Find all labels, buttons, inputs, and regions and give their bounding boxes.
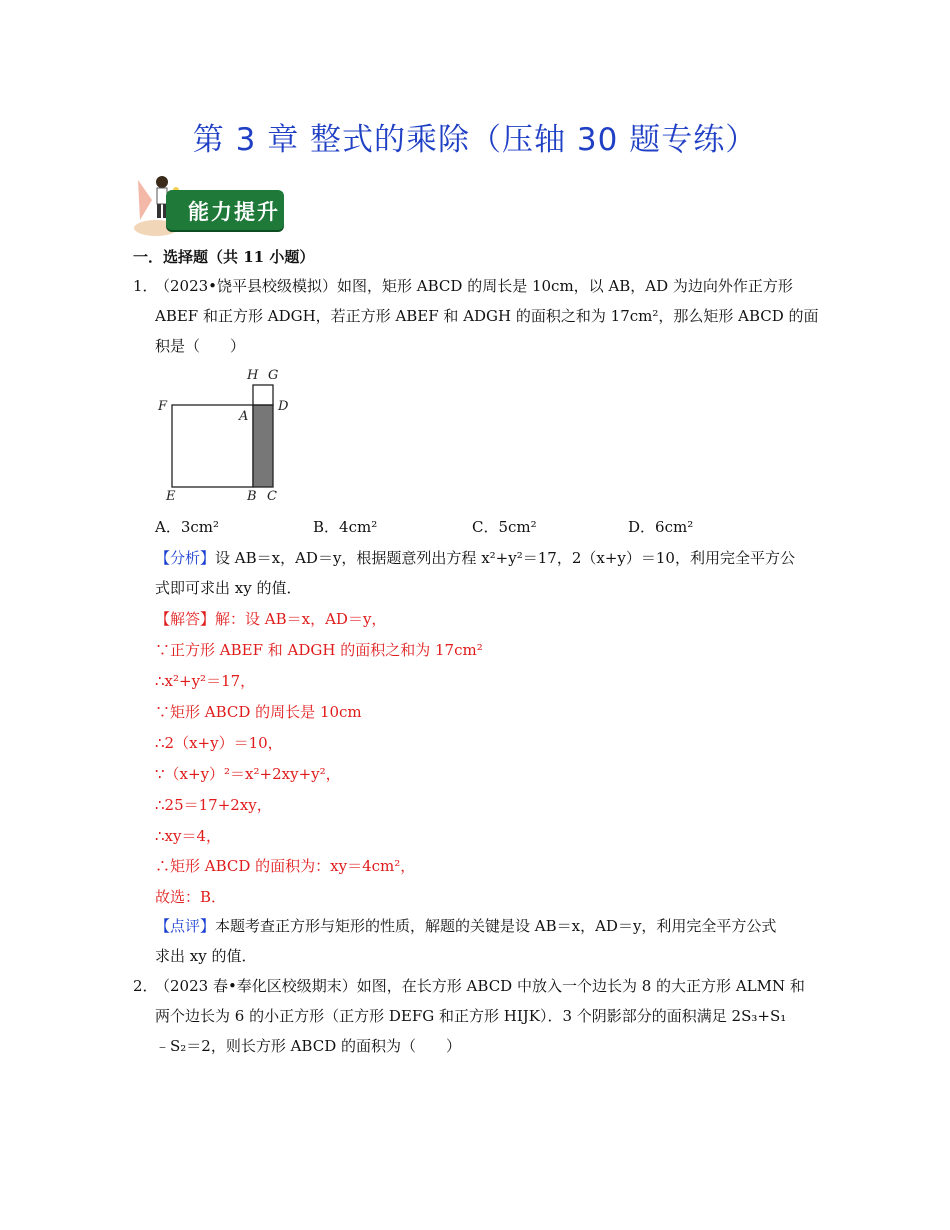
- comment-tag: 【点评】: [155, 917, 216, 935]
- badge-label-box: [166, 190, 284, 230]
- answer-line-3: ∵矩形 ABCD 的周长是 10cm: [155, 703, 362, 721]
- page-title: 第 3 章 整式的乘除（压轴 30 题专练）: [192, 122, 758, 158]
- answer-line-0: [155, 609, 386, 629]
- answer-line-7: ∴xy＝4，: [155, 827, 222, 845]
- label-a: A: [239, 409, 249, 424]
- q1-text-line1: （2023•饶平县校级模拟）如图，矩形 ABCD 的周长是 10cm，以 AB，AD 为边向外作正方形: [155, 277, 793, 295]
- answer-text-0: 解：设 AB＝x，AD＝y，: [215, 610, 387, 628]
- answer-line-9: 故选：B．: [155, 888, 227, 906]
- answer-line-5: ∵（x+y）²＝x²+2xy+y²，: [155, 765, 341, 783]
- analysis-text2: 式即可求出 xy 的值．: [155, 579, 302, 597]
- q2-text-line2: 两个边长为 6 的小正方形（正方形 DEFG 和正方形 HIJK）．3 个阴影部分的面积满足 2S₃+S₁: [155, 1007, 787, 1025]
- q1-number: 1．: [133, 277, 158, 295]
- label-c: C: [267, 489, 277, 504]
- label-g: G: [268, 368, 279, 383]
- answer-line-4: ∴2（x+y）＝10，: [155, 734, 283, 752]
- answer-line-6: ∴25＝17+2xy，: [155, 796, 272, 814]
- option-d: D．6cm²: [628, 518, 694, 536]
- label-e: E: [166, 489, 176, 504]
- badge-label: 能力提升: [188, 200, 280, 224]
- answer-line-1: ∵正方形 ABEF 和 ADGH 的面积之和为 17cm²: [155, 641, 483, 659]
- label-d: D: [278, 399, 289, 414]
- section-heading: 一．选择题（共 11 小题）: [133, 248, 315, 266]
- q1-geometry-figure: [150, 362, 310, 507]
- q2-number: 2．: [133, 977, 158, 995]
- answer-line-2: ∴x²+y²＝17，: [155, 672, 256, 690]
- option-c: C．5cm²: [472, 518, 537, 536]
- analysis-tag: 【分析】: [155, 549, 216, 567]
- analysis-text1: 设 AB＝x，AD＝y，根据题意列出方程 x²+y²＝17，2（x+y）＝10，利用完全平方公: [215, 549, 795, 567]
- analysis-line1: [155, 548, 795, 568]
- label-b: B: [247, 489, 257, 504]
- answer-tag: 【解答】: [155, 610, 216, 628]
- square-adgh: [253, 385, 273, 405]
- ability-badge: [132, 170, 292, 238]
- comment-text2: 求出 xy 的值．: [155, 947, 257, 965]
- q2-text-line1: （2023 春•奉化区校级期末）如图，在长方形 ABCD 中放入一个边长为 8 的大正方形 ALMN 和: [155, 977, 805, 995]
- label-f: F: [158, 399, 168, 414]
- q1-text-line3: 积是（ ）: [155, 337, 246, 355]
- q1-text-line2: ABEF 和正方形 ADGH，若正方形 ABEF 和 ADGH 的面积之和为 17cm²，那么矩形 ABCD 的面: [155, 307, 819, 325]
- comment-line1: [155, 916, 776, 936]
- option-a: A．3cm²: [155, 518, 220, 536]
- comment-text1: 本题考查正方形与矩形的性质，解题的关键是设 AB＝x，AD＝y，利用完全平方公式: [215, 917, 777, 935]
- label-h: H: [247, 368, 259, 383]
- q2-text-line3: ﹣S₂＝2，则长方形 ABCD 的面积为（ ）: [155, 1037, 462, 1055]
- answer-line-8: ∴矩形 ABCD 的面积为：xy＝4cm²，: [155, 857, 416, 875]
- option-b: B．4cm²: [313, 518, 378, 536]
- rectangle-abcd: [253, 405, 273, 487]
